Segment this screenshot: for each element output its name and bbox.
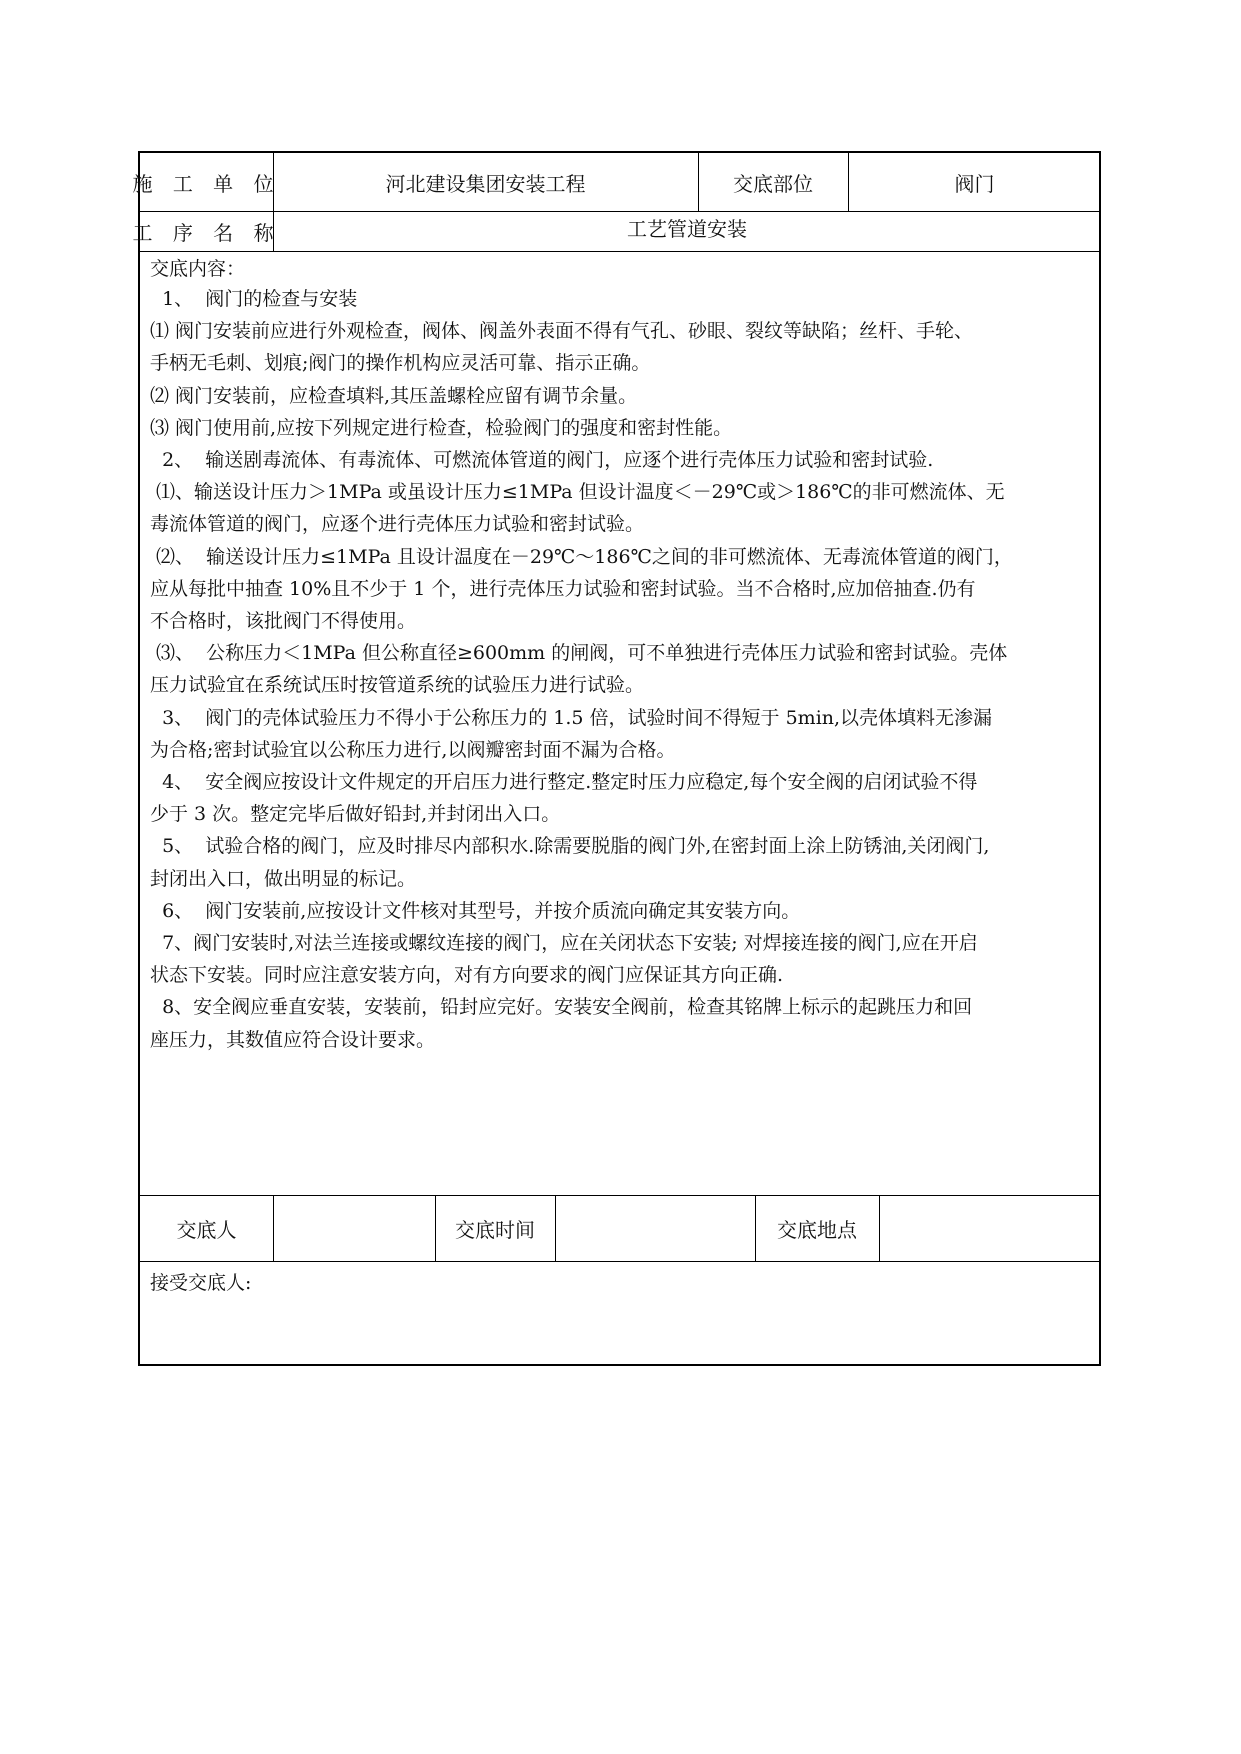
- content-line: ⑶、 公称压力＜1MPa 但公称直径≥600mm 的闸阀，可不单独进行壳体压力试验和密封试验。壳体: [150, 642, 1008, 665]
- content-line: 少于 3 次。整定完毕后做好铅封,并封闭出入口。: [150, 803, 561, 826]
- content-line: 1、 阀门的检查与安装: [150, 288, 358, 310]
- content-body: [150, 283, 1091, 1056]
- content-line: ⑵ 阀门安装前，应检查填料,其压盖螺栓应留有调节余量。: [150, 384, 638, 407]
- content-line: 手柄无毛刺、划痕;阀门的操作机构应灵活可靠、指示正确。: [150, 352, 651, 375]
- content-line: 毒流体管道的阀门，应逐个进行壳体压力试验和密封试验。: [150, 513, 645, 536]
- content-line: 应从每批中抽查 10%且不少于 1 个，进行壳体压力试验和密封试验。当不合格时,应加倍抽查.仍有: [150, 577, 976, 600]
- unit-value: 河北建设集团安装工程: [385, 171, 586, 196]
- content-line: 座压力，其数值应符合设计要求。: [150, 1028, 436, 1051]
- part-label: 交底部位: [733, 171, 813, 196]
- content-line: 5、 试验合格的阀门，应及时排尽内部积水.除需要脱脂的阀门外,在密封面上涂上防锈油,关闭阀门,: [150, 835, 990, 858]
- content-line: 4、 安全阀应按设计文件规定的开启压力进行整定.整定时压力应稳定,每个安全阀的启闭试验不得: [150, 771, 978, 794]
- content-line: 2、 输送剧毒流体、有毒流体、可燃流体管道的阀门，应逐个进行壳体压力试验和密封试验.: [150, 449, 934, 472]
- content-line: 7、阀门安装时,对法兰连接或螺纹连接的阀门，应在关闭状态下安装; 对焊接连接的阀门,应在开启: [150, 932, 978, 955]
- content-line: ⑴、输送设计压力＞1MPa 或虽设计压力≤1MPa 但设计温度＜－29℃或＞186℃的非可燃流体、无: [150, 481, 1005, 504]
- part-value: 阀门: [954, 171, 995, 196]
- content-line: 封闭出入口，做出明显的标记。: [150, 867, 417, 890]
- content-title: 交底内容：: [150, 258, 246, 280]
- discloser-label: 交底人: [176, 1217, 237, 1242]
- receiver-label: 接受交底人:: [150, 1272, 252, 1294]
- content-line: 压力试验宜在系统试压时按管道系统的试验压力进行试验。: [150, 674, 645, 697]
- process-value: 工艺管道安装: [627, 216, 747, 241]
- discloser-value: [273, 1195, 435, 1261]
- content-line: 为合格;密封试验宜以公称压力进行,以阀瓣密封面不漏为合格。: [150, 738, 676, 761]
- disclosure-form: [132, 151, 1101, 1366]
- time-value: [555, 1195, 755, 1261]
- content-line: ⑵、 输送设计压力≤1MPa 且设计温度在－29℃～186℃之间的非可燃流体、无毒流体管道的阀门，: [150, 545, 1013, 568]
- place-label: 交底地点: [777, 1217, 857, 1242]
- place-value: [879, 1195, 1101, 1261]
- content-line: 8、安全阀应垂直安装，安装前，铅封应完好。安装安全阀前，检查其铭牌上标示的起跳压力和回: [150, 996, 973, 1019]
- unit-label: 施 工 单 位: [132, 171, 281, 196]
- content-line: 6、 阀门安装前,应按设计文件核对其型号，并按介质流向确定其安装方向。: [150, 899, 801, 922]
- content-line: 3、 阀门的壳体试验压力不得小于公称压力的 1.5 倍，试验时间不得短于 5min,以壳体填料无渗漏: [150, 706, 993, 729]
- content-line: 状态下安装。同时应注意安装方向，对有方向要求的阀门应保证其方向正确.: [150, 964, 784, 987]
- content-line: 不合格时，该批阀门不得使用。: [150, 610, 417, 633]
- time-label: 交底时间: [455, 1217, 535, 1242]
- process-label: 工 序 名 称: [132, 220, 281, 245]
- content-line: ⑴ 阀门安装前应进行外观检查，阀体、阀盖外表面不得有气孔、砂眼、裂纹等缺陷；丝杆、手轮、: [150, 320, 974, 343]
- content-line: ⑶ 阀门使用前,应按下列规定进行检查，检验阀门的强度和密封性能。: [150, 416, 733, 439]
